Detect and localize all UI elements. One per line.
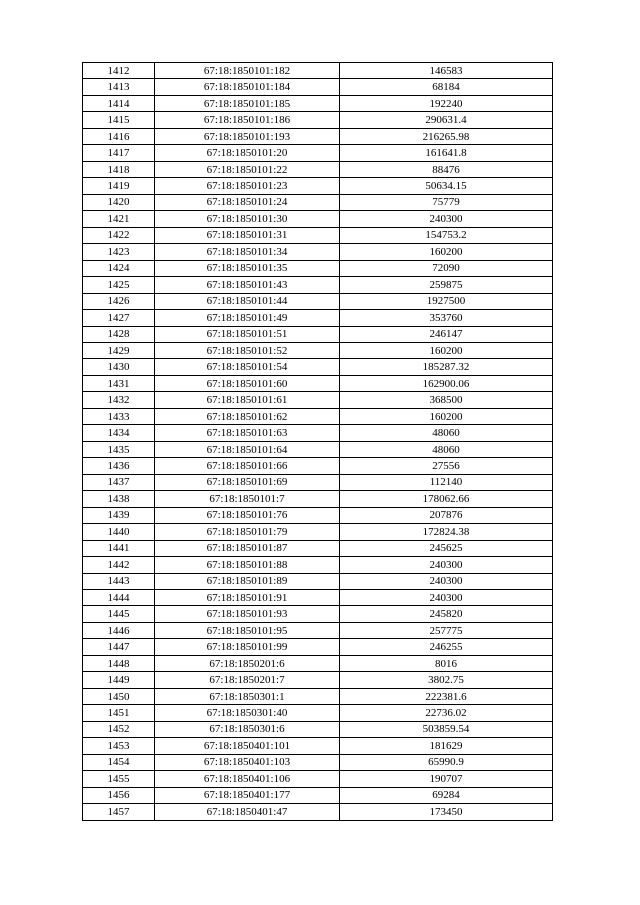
row-number-cell: 1415	[83, 112, 155, 128]
value-cell: 178062.66	[340, 491, 553, 507]
table-row	[83, 260, 553, 276]
table-row	[83, 557, 553, 573]
table-row	[83, 655, 553, 671]
value-cell: 192240	[340, 95, 553, 111]
row-number-cell: 1412	[83, 63, 155, 79]
value-cell: 48060	[340, 441, 553, 457]
cadastral-number-cell: 67:18:1850101:91	[155, 590, 340, 606]
table-row	[83, 441, 553, 457]
value-cell: 216265.98	[340, 128, 553, 144]
row-number-cell: 1440	[83, 524, 155, 540]
table-row	[83, 310, 553, 326]
cadastral-number-cell: 67:18:1850101:184	[155, 79, 340, 95]
value-cell: 50634.15	[340, 178, 553, 194]
row-number-cell: 1452	[83, 721, 155, 737]
table-row	[83, 622, 553, 638]
cadastral-number-cell: 67:18:1850101:193	[155, 128, 340, 144]
cadastral-number-cell: 67:18:1850101:34	[155, 244, 340, 260]
value-cell: 8016	[340, 655, 553, 671]
row-number-cell: 1451	[83, 705, 155, 721]
value-cell: 161641.8	[340, 145, 553, 161]
row-number-cell: 1449	[83, 672, 155, 688]
value-cell: 368500	[340, 392, 553, 408]
cadastral-number-cell: 67:18:1850401:177	[155, 787, 340, 803]
cadastral-number-cell: 67:18:1850401:103	[155, 754, 340, 770]
table-row	[83, 425, 553, 441]
value-cell: 69284	[340, 787, 553, 803]
cadastral-number-cell: 67:18:1850101:186	[155, 112, 340, 128]
table-row	[83, 787, 553, 803]
table-row	[83, 705, 553, 721]
table-row	[83, 293, 553, 309]
cadastral-number-cell: 67:18:1850101:88	[155, 557, 340, 573]
row-number-cell: 1428	[83, 326, 155, 342]
row-number-cell: 1420	[83, 194, 155, 210]
cadastral-number-cell: 67:18:1850101:44	[155, 293, 340, 309]
row-number-cell: 1414	[83, 95, 155, 111]
value-cell: 172824.38	[340, 524, 553, 540]
value-cell: 146583	[340, 63, 553, 79]
value-cell: 27556	[340, 458, 553, 474]
row-number-cell: 1456	[83, 787, 155, 803]
table-row	[83, 392, 553, 408]
row-number-cell: 1425	[83, 277, 155, 293]
cadastral-number-cell: 67:18:1850101:87	[155, 540, 340, 556]
cadastral-number-cell: 67:18:1850401:106	[155, 771, 340, 787]
value-cell: 185287.32	[340, 359, 553, 375]
row-number-cell: 1450	[83, 688, 155, 704]
cadastral-number-cell: 67:18:1850101:52	[155, 342, 340, 358]
table-row	[83, 721, 553, 737]
value-cell: 68184	[340, 79, 553, 95]
row-number-cell: 1437	[83, 474, 155, 490]
value-cell: 222381.6	[340, 688, 553, 704]
table-row	[83, 491, 553, 507]
row-number-cell: 1427	[83, 310, 155, 326]
cadastral-number-cell: 67:18:1850101:30	[155, 211, 340, 227]
value-cell: 75779	[340, 194, 553, 210]
value-cell: 160200	[340, 244, 553, 260]
value-cell: 240300	[340, 211, 553, 227]
table-row	[83, 771, 553, 787]
row-number-cell: 1441	[83, 540, 155, 556]
cadastral-number-cell: 67:18:1850101:93	[155, 606, 340, 622]
cadastral-number-cell: 67:18:1850101:54	[155, 359, 340, 375]
table-row	[83, 63, 553, 79]
cadastral-number-cell: 67:18:1850101:79	[155, 524, 340, 540]
cadastral-number-cell: 67:18:1850101:99	[155, 639, 340, 655]
value-cell: 181629	[340, 738, 553, 754]
table-row	[83, 540, 553, 556]
cadastral-number-cell: 67:18:1850101:185	[155, 95, 340, 111]
value-cell: 290631.4	[340, 112, 553, 128]
row-number-cell: 1419	[83, 178, 155, 194]
cadastral-number-cell: 67:18:1850101:51	[155, 326, 340, 342]
value-cell: 1927500	[340, 293, 553, 309]
table-row	[83, 738, 553, 754]
row-number-cell: 1438	[83, 491, 155, 507]
value-cell: 173450	[340, 804, 553, 820]
row-number-cell: 1443	[83, 573, 155, 589]
row-number-cell: 1436	[83, 458, 155, 474]
table-row	[83, 95, 553, 111]
row-number-cell: 1424	[83, 260, 155, 276]
data-table	[82, 62, 553, 821]
row-number-cell: 1423	[83, 244, 155, 260]
row-number-cell: 1453	[83, 738, 155, 754]
row-number-cell: 1439	[83, 507, 155, 523]
value-cell: 246255	[340, 639, 553, 655]
table-row	[83, 754, 553, 770]
table-row	[83, 474, 553, 490]
table-row	[83, 672, 553, 688]
row-number-cell: 1454	[83, 754, 155, 770]
cadastral-number-cell: 67:18:1850101:69	[155, 474, 340, 490]
value-cell: 3802.75	[340, 672, 553, 688]
row-number-cell: 1433	[83, 408, 155, 424]
value-cell: 162900.06	[340, 375, 553, 391]
cadastral-number-cell: 67:18:1850301:1	[155, 688, 340, 704]
table-row	[83, 227, 553, 243]
table-row	[83, 573, 553, 589]
table-row	[83, 688, 553, 704]
row-number-cell: 1444	[83, 590, 155, 606]
value-cell: 22736.02	[340, 705, 553, 721]
table-row	[83, 112, 553, 128]
value-cell: 48060	[340, 425, 553, 441]
cadastral-number-cell: 67:18:1850101:43	[155, 277, 340, 293]
row-number-cell: 1426	[83, 293, 155, 309]
cadastral-number-cell: 67:18:1850101:182	[155, 63, 340, 79]
cadastral-number-cell: 67:18:1850101:89	[155, 573, 340, 589]
row-number-cell: 1446	[83, 622, 155, 638]
row-number-cell: 1431	[83, 375, 155, 391]
value-cell: 245625	[340, 540, 553, 556]
row-number-cell: 1442	[83, 557, 155, 573]
cadastral-number-cell: 67:18:1850201:6	[155, 655, 340, 671]
table-row	[83, 375, 553, 391]
table-row	[83, 326, 553, 342]
table-row	[83, 590, 553, 606]
table-row	[83, 178, 553, 194]
row-number-cell: 1445	[83, 606, 155, 622]
table-row	[83, 524, 553, 540]
cadastral-number-cell: 67:18:1850101:60	[155, 375, 340, 391]
cadastral-number-cell: 67:18:1850301:40	[155, 705, 340, 721]
row-number-cell: 1416	[83, 128, 155, 144]
value-cell: 207876	[340, 507, 553, 523]
value-cell: 240300	[340, 590, 553, 606]
table-row	[83, 507, 553, 523]
value-cell: 240300	[340, 573, 553, 589]
table-row	[83, 359, 553, 375]
cadastral-number-cell: 67:18:1850401:47	[155, 804, 340, 820]
value-cell: 154753.2	[340, 227, 553, 243]
cadastral-number-cell: 67:18:1850101:66	[155, 458, 340, 474]
cadastral-number-cell: 67:18:1850101:7	[155, 491, 340, 507]
table-row	[83, 211, 553, 227]
cadastral-number-cell: 67:18:1850101:76	[155, 507, 340, 523]
cadastral-number-cell: 67:18:1850101:35	[155, 260, 340, 276]
table-row	[83, 408, 553, 424]
value-cell: 112140	[340, 474, 553, 490]
value-cell: 353760	[340, 310, 553, 326]
cadastral-number-cell: 67:18:1850101:23	[155, 178, 340, 194]
value-cell: 160200	[340, 342, 553, 358]
table-body	[83, 63, 553, 821]
row-number-cell: 1434	[83, 425, 155, 441]
row-number-cell: 1413	[83, 79, 155, 95]
cadastral-number-cell: 67:18:1850101:64	[155, 441, 340, 457]
cadastral-number-cell: 67:18:1850101:24	[155, 194, 340, 210]
value-cell: 240300	[340, 557, 553, 573]
row-number-cell: 1429	[83, 342, 155, 358]
value-cell: 88476	[340, 161, 553, 177]
table-row	[83, 161, 553, 177]
table-row	[83, 277, 553, 293]
row-number-cell: 1422	[83, 227, 155, 243]
cadastral-number-cell: 67:18:1850401:101	[155, 738, 340, 754]
value-cell: 190707	[340, 771, 553, 787]
row-number-cell: 1421	[83, 211, 155, 227]
row-number-cell: 1418	[83, 161, 155, 177]
row-number-cell: 1435	[83, 441, 155, 457]
cadastral-number-cell: 67:18:1850101:62	[155, 408, 340, 424]
row-number-cell: 1455	[83, 771, 155, 787]
table-row	[83, 458, 553, 474]
row-number-cell: 1430	[83, 359, 155, 375]
row-number-cell: 1447	[83, 639, 155, 655]
cadastral-number-cell: 67:18:1850101:63	[155, 425, 340, 441]
table-row	[83, 639, 553, 655]
table-row	[83, 804, 553, 820]
cadastral-number-cell: 67:18:1850101:95	[155, 622, 340, 638]
value-cell: 72090	[340, 260, 553, 276]
value-cell: 257775	[340, 622, 553, 638]
row-number-cell: 1448	[83, 655, 155, 671]
table-row	[83, 194, 553, 210]
row-number-cell: 1417	[83, 145, 155, 161]
cadastral-number-cell: 67:18:1850101:61	[155, 392, 340, 408]
row-number-cell: 1432	[83, 392, 155, 408]
table-row	[83, 79, 553, 95]
cadastral-number-cell: 67:18:1850101:22	[155, 161, 340, 177]
table-row	[83, 244, 553, 260]
table-row	[83, 606, 553, 622]
table-row	[83, 342, 553, 358]
value-cell: 259875	[340, 277, 553, 293]
table-row	[83, 128, 553, 144]
cadastral-number-cell: 67:18:1850301:6	[155, 721, 340, 737]
value-cell: 503859.54	[340, 721, 553, 737]
cadastral-number-cell: 67:18:1850101:31	[155, 227, 340, 243]
cadastral-number-cell: 67:18:1850101:49	[155, 310, 340, 326]
cadastral-number-cell: 67:18:1850201:7	[155, 672, 340, 688]
value-cell: 245820	[340, 606, 553, 622]
row-number-cell: 1457	[83, 804, 155, 820]
table-row	[83, 145, 553, 161]
value-cell: 246147	[340, 326, 553, 342]
value-cell: 65990.9	[340, 754, 553, 770]
value-cell: 160200	[340, 408, 553, 424]
cadastral-number-cell: 67:18:1850101:20	[155, 145, 340, 161]
